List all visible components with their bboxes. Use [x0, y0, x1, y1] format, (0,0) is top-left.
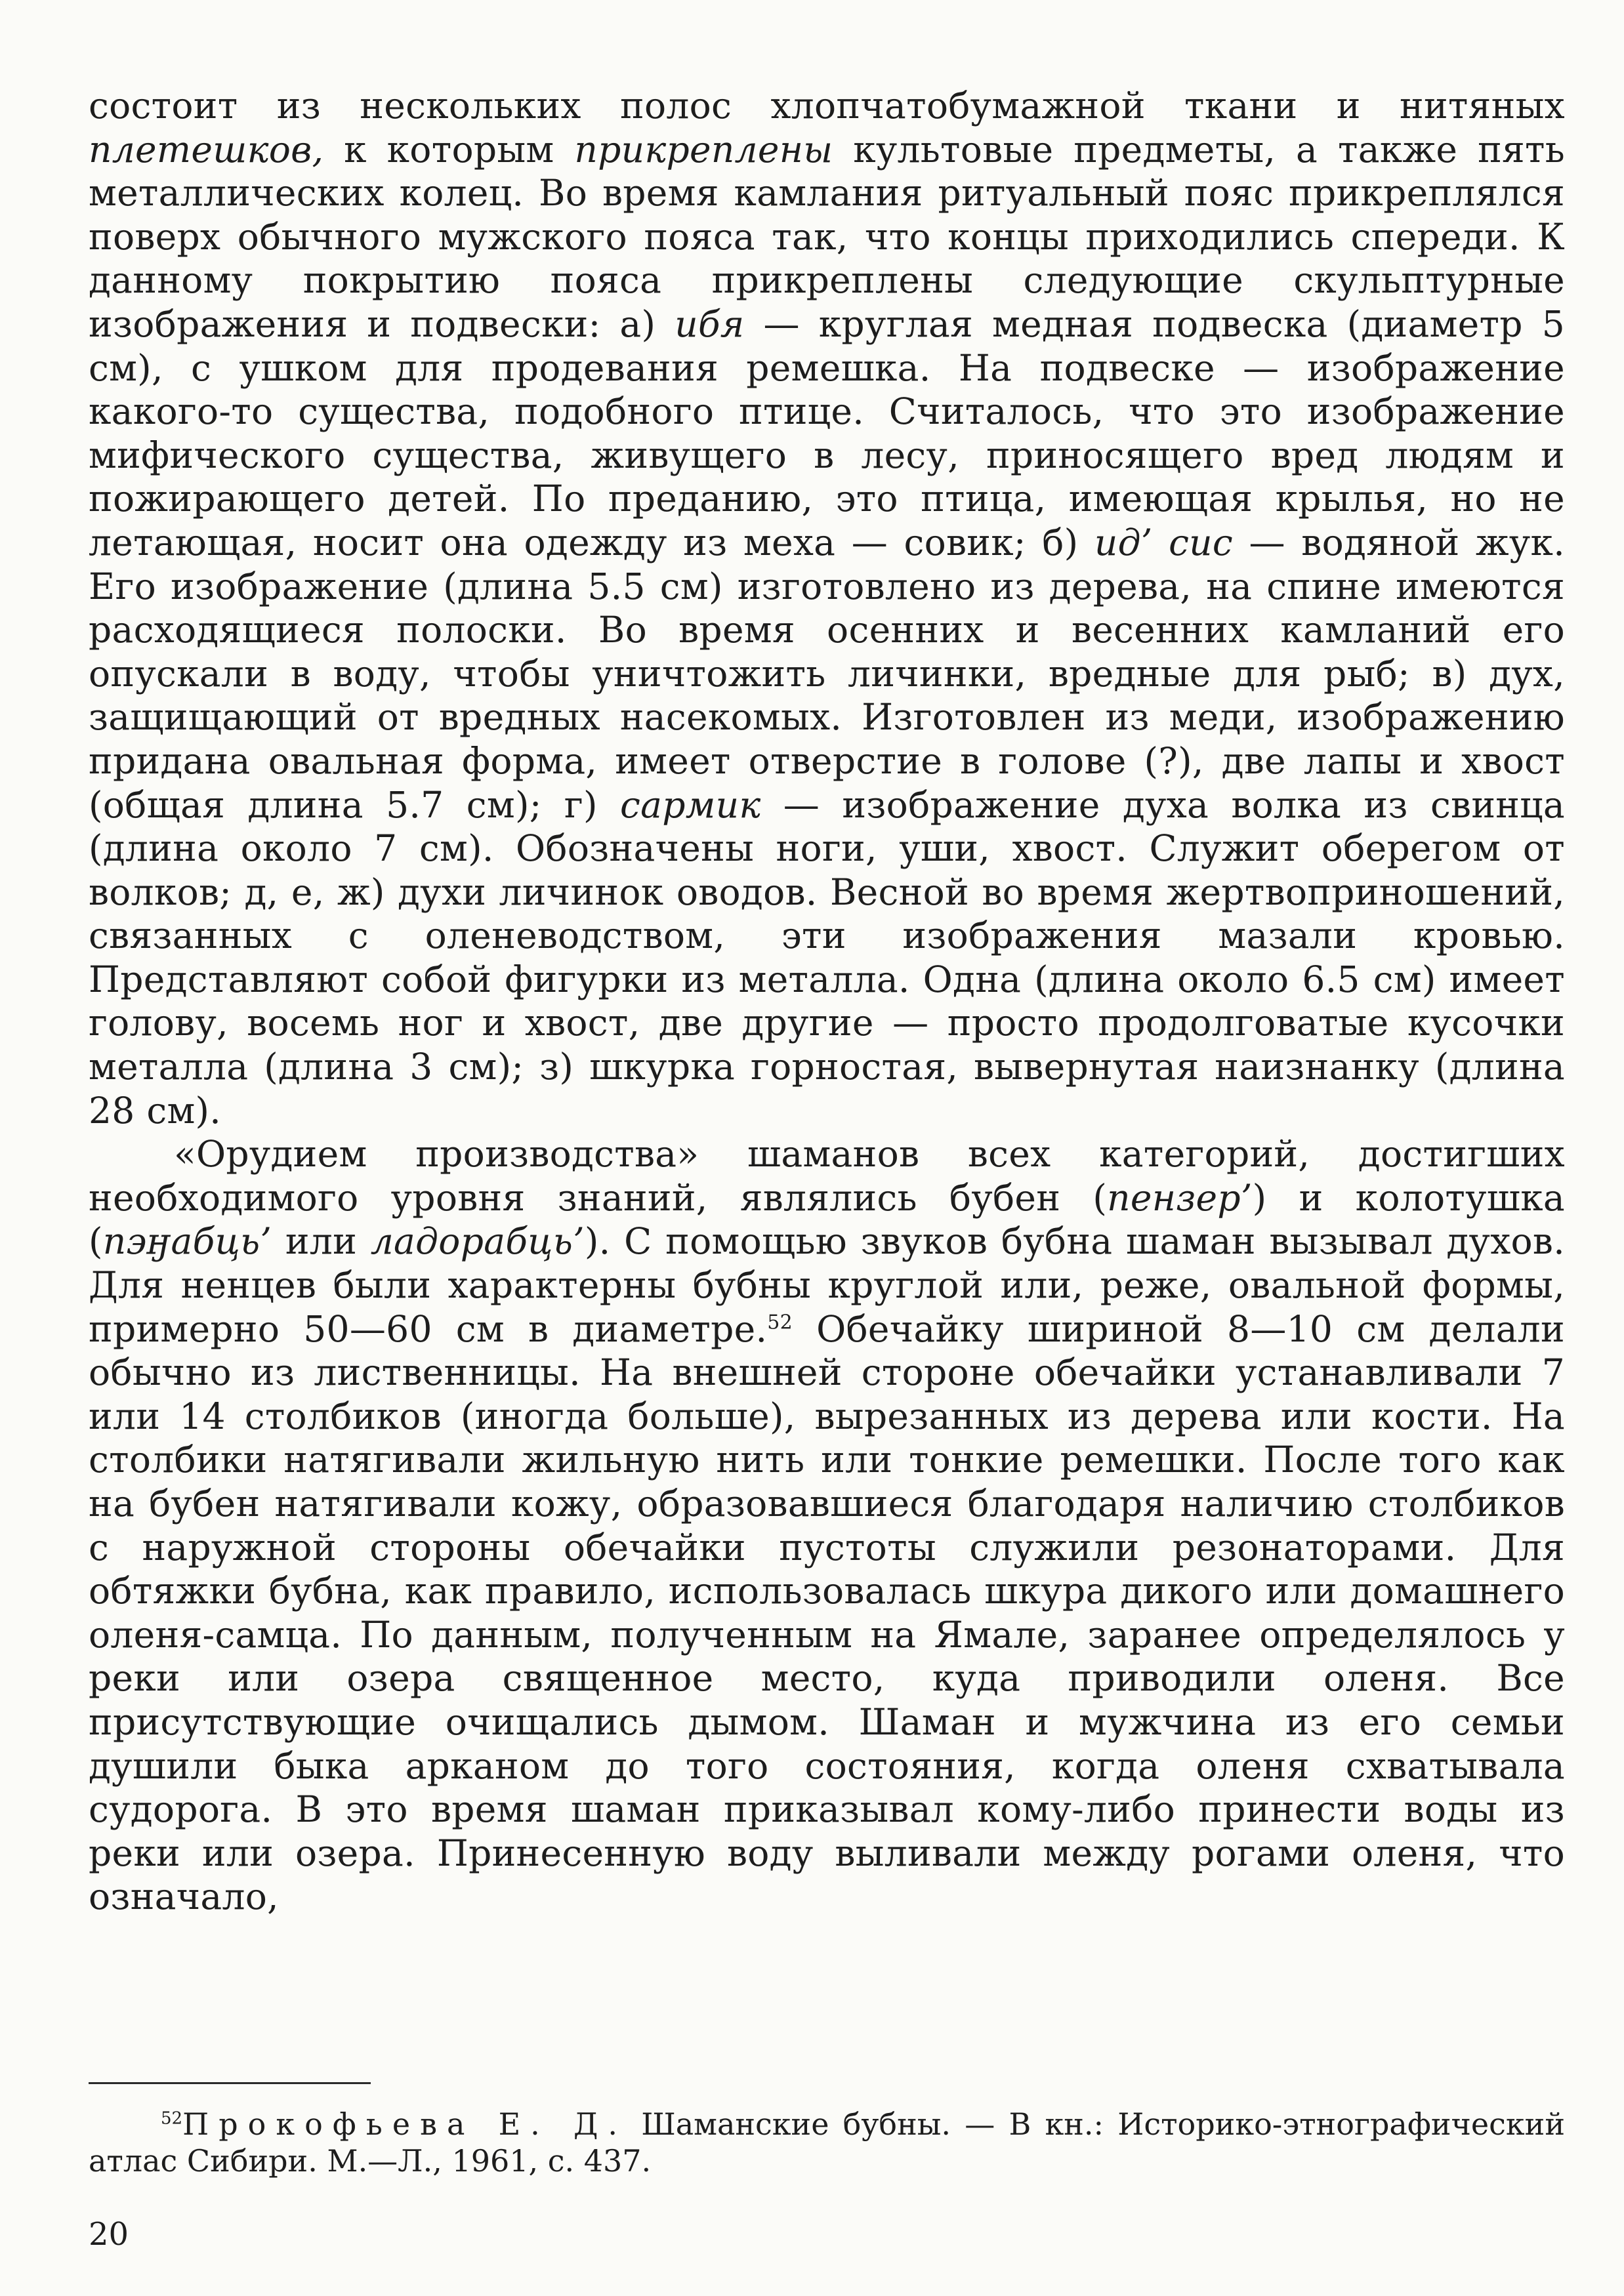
footnote-divider	[89, 2082, 371, 2084]
text-run: — круглая медная подвеска (диаметр 5 см), с ушком для продевания ремешка. На подвеске — изображение какого-то существа, подобного птице. Считалось, что это изображение мифического существа, живущего в лесу, приносящего вред людям и пожирающего детей. По преданию, это птица, имеющая крылья, но не летающая, носит она одежду из меха — совик; б)	[89, 302, 1565, 564]
paragraph-belt-description	[89, 84, 1565, 1132]
text-run: или	[272, 1220, 371, 1263]
text-run: состоит из нескольких полос хлопчатобумажной ткани и нитяных	[89, 85, 1565, 127]
italic-term: пэӈабць’	[102, 1220, 272, 1263]
page-body	[89, 84, 1565, 1919]
italic-term: ид’ сис	[1094, 521, 1234, 564]
italic-term: ладорабць’	[370, 1220, 585, 1263]
paragraph-drum-description	[89, 1132, 1565, 1919]
italic-term: прикреплены	[574, 128, 833, 171]
text-run: ) и колотушка (	[89, 1176, 1565, 1263]
footnote-author: Прокофьева Е. Д.	[182, 2106, 628, 2142]
italic-term: сармик	[620, 783, 761, 826]
text-run: «Орудием производства» шаманов всех категорий, достигших необходимого уровня знаний, являлись бубен (	[89, 1133, 1565, 1219]
italic-term: ибя	[675, 302, 745, 345]
italic-term: пензер’	[1107, 1176, 1253, 1219]
italic-term: плетешков,	[89, 128, 324, 171]
text-run: к которым	[323, 128, 575, 171]
footnote-reference: 52	[767, 1311, 793, 1334]
text-run: ). С помощью звуков бубна шаман вызывал духов. Для ненцев были характерны бубны круглой или, реже, овальной формы, примерно 50—60 см в диаметре.	[89, 1220, 1565, 1350]
text-run: — водяной жук. Его изображение (длина 5.5 см) изготовлено из дерева, на спине имеются расходящиеся полоски. Во время осенних и весенних камланий его опускали в воду, чтобы уничтожить личинки, вредные для рыб; в) дух, защищающий от вредных насекомых. Изготовлен из меди, изображению придана овальная форма, имеет отверстие в голове (?), две лапы и хвост (общая длина 5.7 см); г)	[89, 521, 1565, 826]
footnote-number: 52	[161, 2108, 183, 2129]
footnote-text: Шаманские бубны. — В кн.: Историко-этнографический атлас Сибири. М.—Л., 1961, с. 437.	[89, 2106, 1565, 2179]
footnote	[89, 2106, 1565, 2179]
text-run: — изображение духа волка из свинца (длина около 7 см). Обозначены ноги, уши, хвост. Служит оберегом от волков; д, е, ж) духи личинок оводов. Весной во время жертвоприношений, связанных с оленеводством, эти изображения мазали кровью. Представляют собой фигурки из металла. Одна (длина около 6.5 см) имеет голову, восемь ног и хвост, две другие — просто продолговатые кусочки металла (длина 3 см); з) шкурка горностая, вывернутая наизнанку (длина 28 см).	[89, 783, 1565, 1132]
page-number: 20	[89, 2216, 129, 2253]
text-run: культовые предметы, а также пять металлических колец. Во время камлания ритуальный пояс прикреплялся поверх обычного мужского пояса так, что концы приходились спереди. К данному покрытию пояса прикреплены следующие скульптурные изображения и подвески: а)	[89, 128, 1565, 345]
text-run: Обечайку шириной 8—10 см делали обычно из лиственницы. На внешней стороне обечайки устанавливали 7 или 14 столбиков (иногда больше), вырезанных из дерева или кости. На столбики натягивали жильную нить или тонкие ремешки. После того как на бубен натягивали кожу, образовавшиеся благодаря наличию столбиков с наружной стороны обечайки пустоты служили резонаторами. Для обтяжки бубна, как правило, использовалась шкура дикого или домашнего оленя-самца. По данным, полученным на Ямале, заранее определялось у реки или озера священное место, куда приводили оленя. Все присутствующие очищались дымом. Шаман и мужчина из его семьи душили быка арканом до того состояния, когда оленя схватывала судорога. В это время шаман приказывал кому-либо принести воды из реки или озера. Принесенную воду выливали между рогами оленя, что означало,	[89, 1307, 1565, 1918]
